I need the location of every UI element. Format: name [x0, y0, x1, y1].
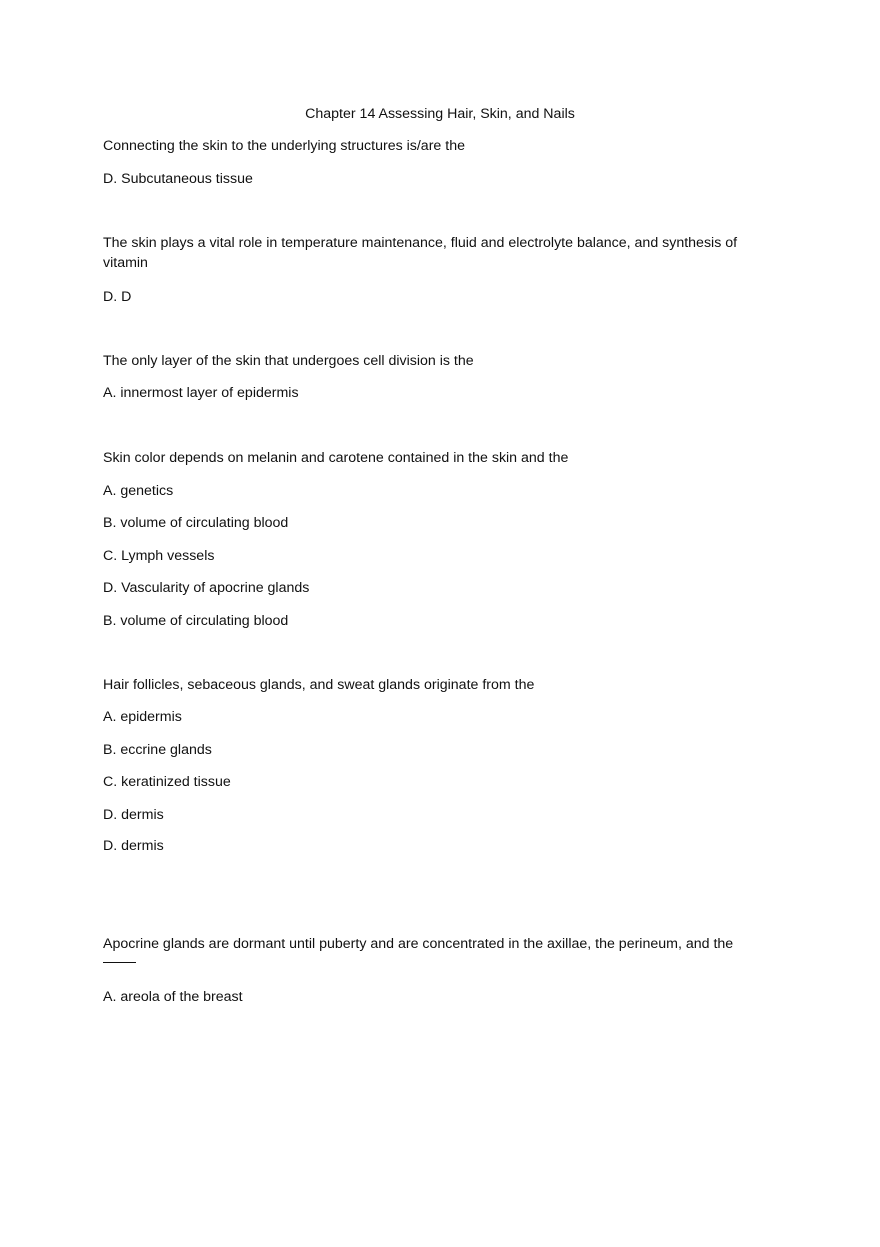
page-title: Chapter 14 Assessing Hair, Skin, and Nails — [305, 106, 575, 122]
option-line: C. keratinized tissue — [103, 774, 231, 790]
question-prompt: The only layer of the skin that undergoes cell division is the — [103, 353, 474, 369]
question-prompt: Apocrine glands are dormant until puberty and are concentrated in the axillae, the perineum, and the — [103, 936, 734, 952]
question-prompt: Hair follicles, sebaceous glands, and sweat glands originate from the — [103, 677, 535, 693]
question-prompt: Skin color depends on melanin and carotene contained in the skin and the — [103, 450, 569, 466]
option-line: B. eccrine glands — [103, 742, 212, 758]
option-line: D. Vascularity of apocrine glands — [103, 580, 310, 596]
answer-line: A. innermost layer of epidermis — [103, 385, 299, 401]
answer-line: A. areola of the breast — [103, 989, 243, 1005]
question-prompt: Connecting the skin to the underlying structures is/are the — [103, 138, 465, 154]
question-prompt: The skin plays a vital role in temperature maintenance, fluid and electrolyte balance, and synthesis of vitamin — [103, 235, 738, 271]
option-line: D. dermis — [103, 807, 164, 823]
answer-line: B. volume of circulating blood — [103, 613, 289, 629]
fill-in-blank-line — [103, 956, 136, 963]
answer-line: D. D — [103, 289, 132, 305]
option-line: A. genetics — [103, 483, 174, 499]
option-line: A. epidermis — [103, 709, 182, 725]
answer-line: D. Subcutaneous tissue — [103, 171, 253, 187]
option-line: B. volume of circulating blood — [103, 515, 289, 531]
answer-line: D. dermis — [103, 838, 164, 854]
option-line: C. Lymph vessels — [103, 548, 215, 564]
